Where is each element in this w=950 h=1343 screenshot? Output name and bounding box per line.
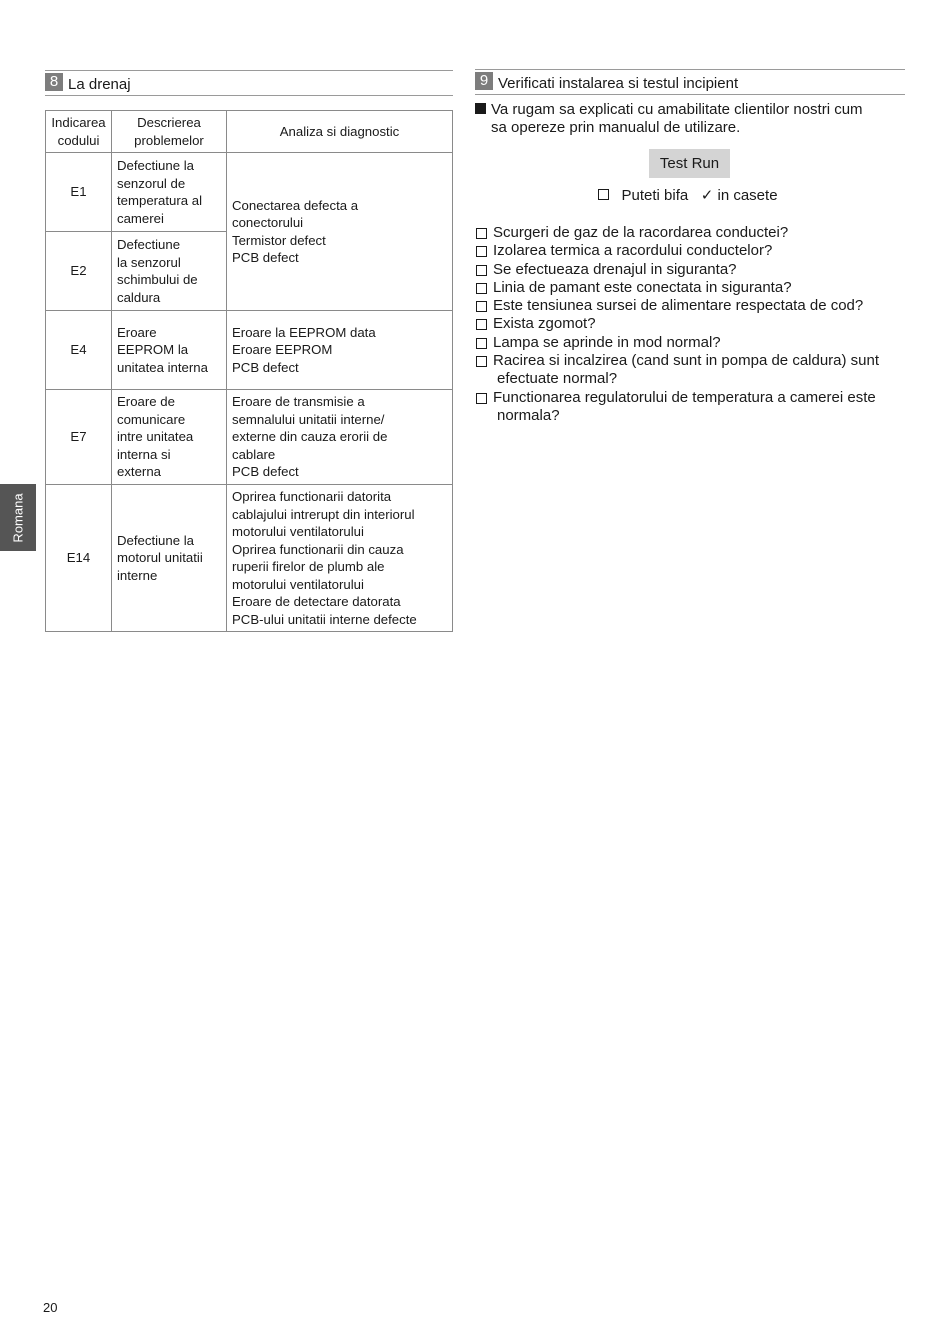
error-description-cell (112, 485, 227, 632)
intro-line: sa opereze prin manualul de utilizare. (491, 119, 741, 136)
checkbox-icon[interactable] (476, 246, 487, 257)
checklist-item (475, 352, 911, 389)
description-line: intre unitatea (117, 429, 194, 445)
checklist-text: Lampa se aprinde in mod normal? (493, 333, 721, 351)
checklist-item (475, 297, 911, 315)
checklist-text-continuation: normala? (497, 406, 560, 424)
diagnostic-line: Eroare EEPROM (232, 342, 333, 358)
page-number: 20 (43, 1300, 58, 1315)
checklist-text: Exista zgomot? (493, 315, 596, 333)
description-line: interna si (117, 446, 171, 462)
header-diagnostic (227, 111, 453, 153)
section-8-heading (45, 70, 453, 96)
diagnostic-line: Oprirea functionarii din cauza (232, 541, 404, 557)
description-line: externa (117, 464, 161, 480)
checklist-text-continuation: efectuate normal? (497, 370, 618, 388)
language-side-tab (0, 484, 36, 551)
tick-note-text: Puteti bifa (621, 187, 689, 204)
tick-note (598, 187, 778, 205)
checklist-item (475, 242, 911, 260)
diagnostic-line: PCB defect (232, 464, 299, 480)
error-description-cell (112, 311, 227, 390)
intro-line: Va rugam sa explicati cu amabilitate clientilor nostri cum (491, 101, 863, 118)
checkbox-icon[interactable] (476, 338, 487, 349)
checkbox-icon (598, 189, 609, 200)
checkbox-icon[interactable] (476, 319, 487, 330)
checkbox-icon[interactable] (476, 283, 487, 294)
description-line: la senzorul (117, 254, 181, 270)
diagnostic-cell (227, 153, 453, 311)
diagnostic-line: Conectarea defecta a (232, 197, 359, 213)
tick-note-text: in casete (717, 187, 778, 204)
checkbox-icon[interactable] (476, 393, 487, 404)
checklist-text: Scurgeri de gaz de la racordarea conductei? (493, 224, 789, 241)
error-code-cell: E7 (46, 390, 112, 485)
check-mark-icon: ✓ (700, 187, 714, 204)
error-code-cell: E4 (46, 311, 112, 390)
error-description-cell (112, 153, 227, 232)
diagnostic-line: Eroare la EEPROM data (232, 324, 376, 340)
checklist-item (475, 315, 911, 333)
diagnostic-line: semnalului unitatii interne/ (232, 411, 385, 427)
description-line: unitatea interna (117, 359, 208, 375)
test-run-label: Test Run (649, 149, 730, 178)
diagnostic-line: externe din cauza erorii de (232, 429, 388, 445)
diagnostic-line: motorului ventilatorului (232, 524, 364, 539)
description-line: schimbului de (117, 272, 198, 287)
description-line: Defectiune la (117, 532, 194, 548)
description-line: Defectiune la (117, 158, 194, 173)
table-row (46, 485, 453, 632)
description-line: caldura (117, 289, 161, 305)
header-description (112, 111, 227, 153)
header-diagnostic-line: Analiza si diagnostic (279, 123, 400, 139)
checkbox-icon[interactable] (476, 228, 487, 239)
header-code-line: codului (57, 132, 100, 148)
checklist-item (475, 389, 911, 426)
description-line: temperatura al (117, 193, 203, 208)
description-line: interne (117, 567, 158, 583)
checklist-item (475, 279, 911, 297)
checklist-text: Izolarea termica a racordului conductelor? (493, 242, 773, 260)
table-row (46, 390, 453, 485)
installation-checklist (475, 224, 911, 425)
section-8-number: 8 (45, 73, 63, 91)
checklist-text: Este tensiunea sursei de alimentare respectata de cod? (493, 297, 864, 315)
diagnostic-line: cablare (232, 446, 276, 462)
diagnostic-line: ruperii firelor de plumb ale (232, 559, 385, 574)
description-line: camerei (117, 210, 164, 226)
diagnostic-line: Eroare de detectare datorata (232, 594, 401, 609)
checkbox-icon[interactable] (476, 301, 487, 312)
table-row (46, 311, 453, 390)
description-line: EEPROM la (117, 342, 189, 358)
language-label: Romana (10, 492, 26, 543)
checkbox-icon[interactable] (476, 265, 487, 276)
diagnostic-cell (227, 390, 453, 485)
error-code-cell: E2 (46, 232, 112, 311)
diagnostic-line: PCB defect (232, 359, 299, 375)
section-9-number: 9 (475, 72, 493, 90)
checklist-text: Linia de pamant este conectata in siguranta? (493, 278, 792, 296)
error-code-table (45, 110, 453, 632)
diagnostic-cell (227, 485, 453, 632)
diagnostic-line: PCB-ului unitatii interne defecte (232, 611, 417, 627)
description-line: motorul unitatii (117, 550, 203, 566)
diagnostic-cell (227, 311, 453, 390)
checklist-item (475, 334, 911, 352)
error-description-cell (112, 390, 227, 485)
description-line: comunicare (117, 411, 186, 427)
diagnostic-line: Termistor defect (232, 232, 326, 248)
table-header-row (46, 111, 453, 153)
diagnostic-line: PCB defect (232, 250, 299, 265)
description-line: senzorul de (117, 175, 186, 191)
header-description-line: problemelor (134, 132, 204, 148)
description-line: Eroare (117, 324, 157, 340)
header-code-line: Indicarea (51, 115, 106, 130)
checkbox-icon[interactable] (476, 356, 487, 367)
header-description-line: Descrierea (137, 115, 201, 130)
diagnostic-line: conectorului (232, 215, 304, 230)
diagnostic-line: Eroare de transmisie a (232, 394, 365, 410)
checklist-item (475, 261, 911, 279)
diagnostic-line: cablajului intrerupt din interiorul (232, 506, 415, 522)
bullet-square-icon (475, 103, 486, 114)
diagnostic-line: motorului ventilatorului (232, 576, 364, 592)
checklist-text: Racirea si incalzirea (cand sunt in pompa de caldura) sunt (493, 352, 880, 370)
checklist-item (475, 224, 911, 242)
error-description-cell (112, 232, 227, 311)
diagnostic-line: Oprirea functionarii datorita (232, 489, 392, 504)
section-8-title: La drenaj (68, 76, 131, 93)
section-9-heading (475, 69, 905, 95)
checklist-text: Se efectueaza drenajul in siguranta? (493, 260, 737, 278)
section-9-title: Verificati instalarea si testul incipient (498, 75, 739, 92)
error-code-cell: E14 (46, 485, 112, 632)
checklist-text: Functionarea regulatorului de temperatura a camerei este (493, 388, 876, 406)
error-code-cell: E1 (46, 153, 112, 232)
description-line: Defectiune (117, 237, 181, 252)
description-line: Eroare de (117, 394, 175, 410)
table-row (46, 153, 453, 232)
intro-paragraph (475, 101, 907, 137)
header-code (46, 111, 112, 153)
